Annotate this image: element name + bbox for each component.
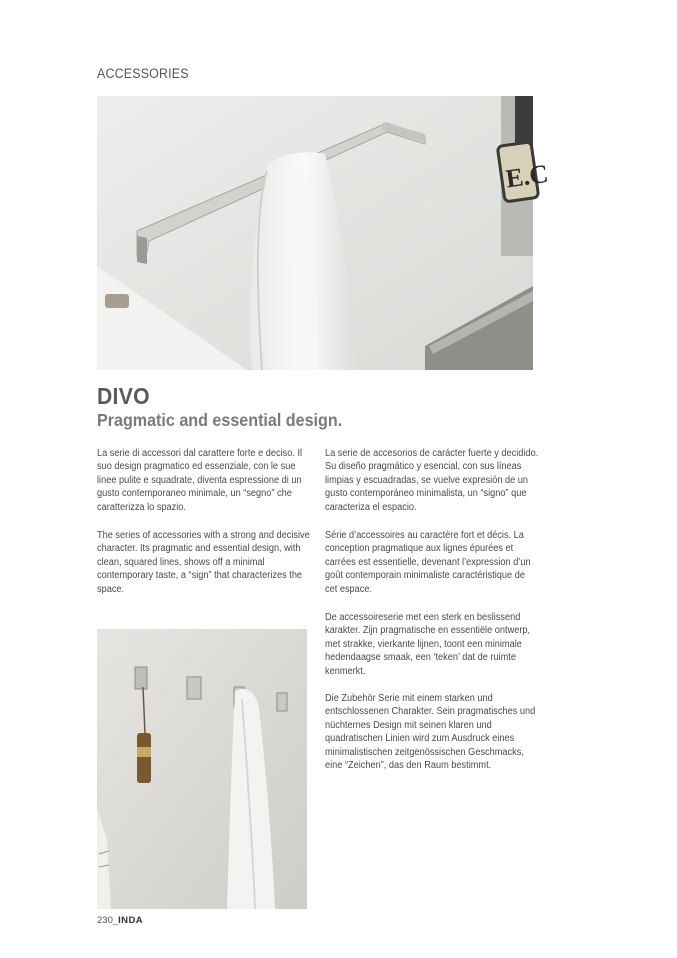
description-dutch: De accessoireserie met een sterk en beslissend karakter. Zijn pragmatische en essentiële ontwerp, met strakke, vierkante lijnen, toont een minimale hedendaagse smaak, een ‘teken’ dat de ruimte kenmerkt. <box>325 612 531 677</box>
description-spanish: La serie de accesorios de carácter fuerte y decidido. Su diseño pragmático y esencial, con sus líneas limpias y escuadradas, se vuelve expresión de un gusto contemporáneo minimalista, un “signo” que caracteriza el espacio. <box>325 448 539 513</box>
description-french: Série d’accessoires au caractère fort et décis. La conception pragmatique aux lignes épurées et carrées est essentielle, devenant l’expression d’un goût contemporain minimaliste caractéristique de cet espace. <box>325 530 531 595</box>
product-title: DIVO <box>97 383 150 409</box>
sign-text: E.C <box>503 158 551 194</box>
hooks-illustration <box>97 629 307 909</box>
hooks-photo <box>97 629 307 909</box>
sign-plate <box>497 142 550 202</box>
product-tagline: Pragmatic and essential design. <box>97 410 343 430</box>
brand-name: INDA <box>118 915 143 926</box>
towel-bar-illustration <box>97 96 551 370</box>
towel-bar-photo <box>97 96 551 370</box>
section-label: ACCESSORIES <box>97 66 189 81</box>
description-german: Die Zubehör Serie mit einem starken und entschlossenen Charakter. Sein pragmatisches und nüchternes Design mit seinen klaren und quadratischen Linien wird zum Ausdruck eines minimalistischen zeitgenössischen Geschmacks, eine “Zeichen”, das den Raum bestimmt. <box>325 693 536 772</box>
page-number: 230_ <box>97 915 119 926</box>
description-english: The series of accessories with a strong and decisive character. Its pragmatic and essential design, with clean, squared lines, shows off a minimal contemporary taste, a “sign” that characterizes the space. <box>97 530 310 595</box>
description-italian: La serie di accessori dal carattere forte e deciso. Il suo design pragmatico ed essenziale, con le sue linee pulite e squadrate, diventa espressione di un gusto contemporaneo minimale, un “segno” che caratterizza lo spazio. <box>97 448 303 513</box>
page-footer <box>97 915 143 926</box>
